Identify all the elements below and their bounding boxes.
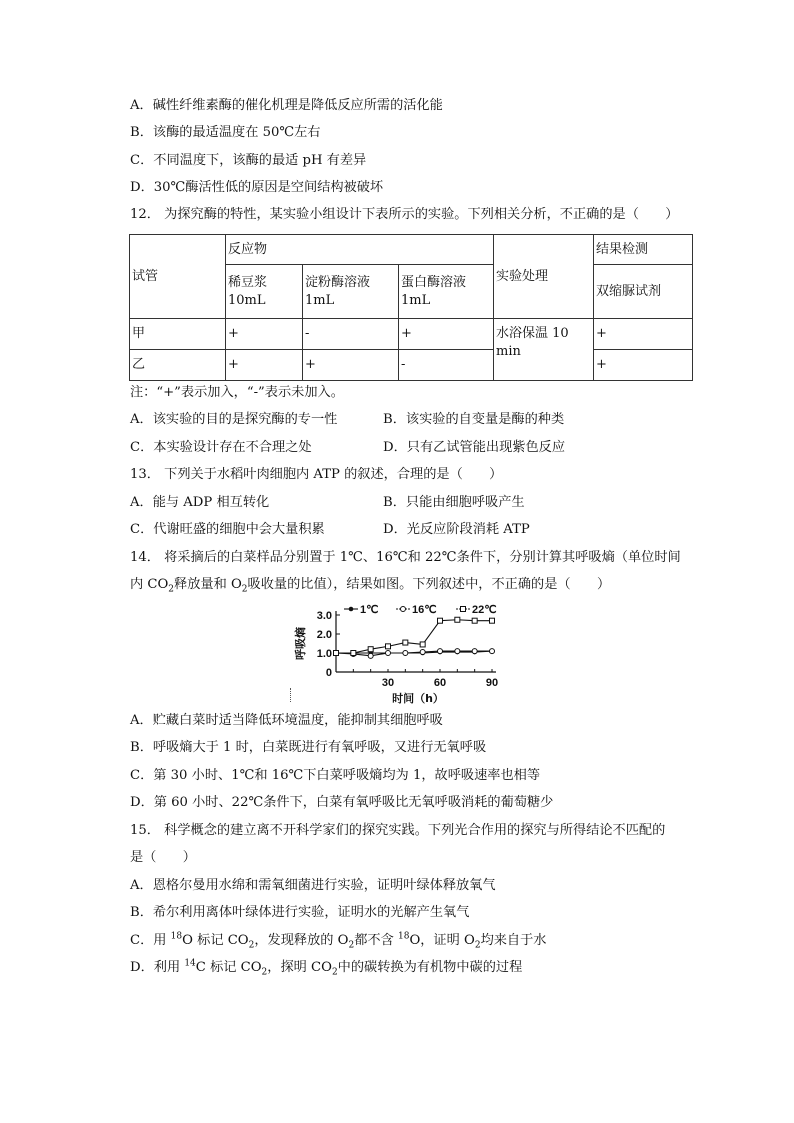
data-point-16℃ — [420, 650, 425, 655]
y-tick-label: 3.0 — [316, 610, 332, 622]
table-sub-protease: 蛋白酶溶液 1mL — [399, 265, 494, 319]
table-header-reactant: 反应物 — [226, 235, 494, 265]
data-point-22℃ — [351, 651, 356, 656]
table-row2-c2: + — [303, 350, 399, 381]
data-point-22℃ — [438, 618, 443, 623]
q15-option-c: C．用 $^{18}$O 标记 $CO_2$，发现释放的 $O_2$都不含 $^{18}$O，证明 $O_2$均来自于水 — [130, 931, 547, 951]
table-row1-result: + — [594, 319, 693, 350]
q12-option-c: C．本实验设计存在不合理之处 — [130, 440, 312, 455]
q11-option-a: A．碱性纤维素酶的催化机理是降低反应所需的活化能 — [130, 98, 443, 113]
table-header-result: 结果检测 — [594, 235, 693, 265]
data-point-16℃ — [490, 649, 495, 654]
data-point-22℃ — [403, 640, 408, 645]
data-point-22℃ — [461, 607, 466, 612]
q15-option-a: A．恩格尔曼用水绵和需氧细菌进行实验，证明叶绿体释放氧气 — [130, 878, 496, 893]
table-header-tube: 试管 — [130, 235, 226, 319]
data-point-22℃ — [490, 618, 495, 623]
table-row1-c1: + — [226, 319, 303, 350]
data-point-22℃ — [368, 647, 373, 652]
legend-label-22℃: 22℃ — [472, 604, 497, 616]
legend-label-16℃: 16℃ — [412, 604, 437, 616]
data-point-16℃ — [368, 653, 373, 658]
y-axis-label: 呼吸熵 — [294, 627, 307, 660]
data-point-16℃ — [455, 649, 460, 654]
x-tick-label: 90 — [485, 677, 499, 689]
q14-stem-line2: 内 $CO_2$释放量和 $O_2$吸收量的比值），结果如图。下列叙述中，不正确的是（ ） — [130, 577, 611, 595]
q15-option-d: D．利用 $^{14}$C 标记 $CO_2$，探明 $CO_2$中的碳转换为有机物中碳的过程 — [130, 958, 523, 978]
q12-option-d: D．只有乙试管能出现紫色反应 — [383, 440, 566, 455]
respiratory-quotient-chart — [288, 598, 508, 710]
q13-option-c: C．代谢旺盛的细胞中会大量积累 — [130, 522, 325, 537]
table-row2-tube: 乙 — [130, 350, 226, 381]
q12-option-b: B．该实验的自变量是酶的种类 — [383, 412, 565, 427]
q13-stem: 13． 下列关于水稻叶肉细胞内 ATP 的叙述，合理的是（ ） — [130, 467, 503, 482]
q11-option-b: B．该酶的最适温度在 50℃左右 — [130, 125, 321, 140]
q15-stem-line1: 15． 科学概念的建立离不开科学家们的探究实践。下列光合作用的探究与所得结论不匹配的 — [130, 823, 666, 838]
q12-option-a: A．该实验的目的是探究酶的专一性 — [130, 412, 338, 427]
q14-option-c: C．第 30 小时、1℃和 16℃下白菜呼吸熵均为 1，故呼吸速率也相等 — [130, 768, 541, 783]
legend-label-1℃: 1℃ — [360, 604, 379, 616]
table-row1-c3: + — [399, 319, 494, 350]
data-point-1℃ — [349, 607, 354, 612]
q12-table — [129, 234, 693, 381]
data-point-16℃ — [386, 651, 391, 656]
q14-option-b: B．呼吸熵大于 1 时，白菜既进行有氧呼吸，又进行无氧呼吸 — [130, 740, 487, 755]
data-point-16℃ — [438, 649, 443, 654]
q12-stem: 12． 为探究酶的特性，某实验小组设计下表所示的实验。下列相关分析，不正确的是（ ） — [130, 207, 679, 222]
table-sub-amylase: 淀粉酶溶液 1mL — [303, 265, 399, 319]
table-row2-c1: + — [226, 350, 303, 381]
data-point-22℃ — [334, 651, 339, 656]
x-axis-label: 时间（h） — [392, 692, 444, 705]
q14-option-a: A．贮藏白菜时适当降低环境温度，能抑制其细胞呼吸 — [130, 713, 443, 728]
chart-svg — [288, 598, 508, 710]
x-tick-label: 60 — [433, 677, 447, 689]
q13-option-b: B．只能由细胞呼吸产生 — [383, 495, 525, 510]
table-row1-tube: 甲 — [130, 319, 226, 350]
q14-option-d: D．第 60 小时、22℃条件下，白菜有氧呼吸比无氧呼吸消耗的葡萄糖少 — [130, 795, 554, 810]
q11-option-d: D．30℃酶活性低的原因是空间结构被破坏 — [130, 180, 384, 195]
q12-note: 注：“+”表示加入，“-”表示未加入。 — [130, 385, 344, 400]
q13-option-a: A．能与 ADP 相互转化 — [130, 495, 270, 510]
table-treatment: 水浴保温 10 min — [494, 319, 594, 381]
data-point-16℃ — [472, 649, 477, 654]
data-point-22℃ — [455, 617, 460, 622]
y-tick-label: 0 — [325, 667, 332, 679]
q11-option-c: C．不同温度下，该酶的最适 pH 有差异 — [130, 153, 367, 168]
q15-option-b: B．希尔利用离体叶绿体进行实验，证明水的光解产生氧气 — [130, 905, 470, 920]
table-sub-soymilk: 稀豆浆 10mL — [226, 265, 303, 319]
x-tick-label: 30 — [381, 677, 395, 689]
y-tick-label: 2.0 — [316, 629, 332, 641]
q14-stem-line1: 14． 将采摘后的白菜样品分别置于 1℃、16℃和 22℃条件下，分别计算其呼吸熵（单位时间 — [130, 550, 681, 565]
table-row1-c2: - — [303, 319, 399, 350]
data-point-22℃ — [386, 644, 391, 649]
table-header-reagent: 双缩脲试剂 — [594, 265, 693, 319]
data-point-16℃ — [401, 607, 406, 612]
data-point-22℃ — [420, 642, 425, 647]
table-row2-c3: - — [399, 350, 494, 381]
q15-stem-line2: 是（ ） — [130, 850, 196, 865]
table-row2-result: + — [594, 350, 693, 381]
data-point-22℃ — [472, 618, 477, 623]
series-line-22℃ — [336, 620, 492, 653]
dotted-mark — [290, 688, 292, 702]
y-tick-label: 1.0 — [316, 648, 332, 660]
data-point-16℃ — [403, 651, 408, 656]
q13-option-d: D．光反应阶段消耗 ATP — [383, 522, 530, 537]
table-header-treatment: 实验处理 — [494, 235, 594, 319]
